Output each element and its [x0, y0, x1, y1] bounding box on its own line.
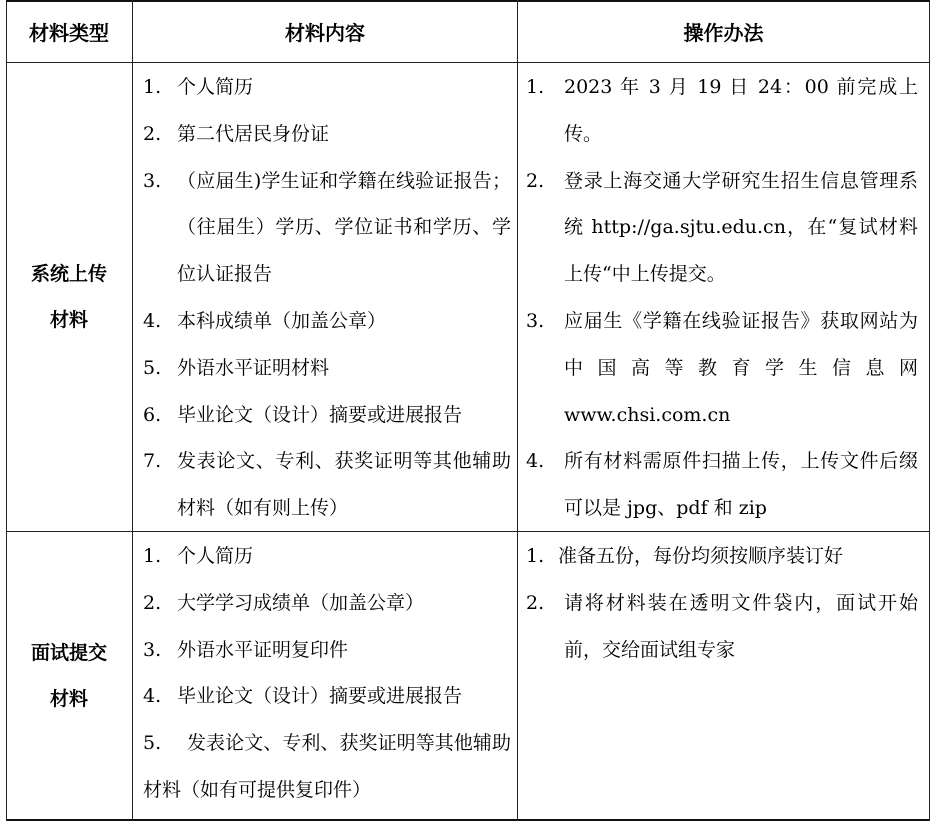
- list-item: [133, 298, 511, 345]
- list-item: [518, 580, 918, 674]
- item-number: 1.: [526, 545, 545, 567]
- item-number: 7.: [143, 450, 162, 473]
- list-item: [133, 580, 511, 627]
- item-number: 1.: [143, 76, 162, 98]
- item-number: 6.: [143, 403, 162, 426]
- item-text: 个人简历: [177, 76, 254, 98]
- section-type-line: 材料: [49, 309, 88, 331]
- item-text: 毕业论文（设计）摘要或进展报告: [177, 685, 463, 708]
- list-item: [133, 64, 511, 111]
- materials-table: [6, 0, 930, 821]
- item-text: （应届生)学生证和学籍在线验证报告；（往届生）学历、学位证书和学历、学位认证报告: [177, 169, 511, 286]
- item-text: 所有材料需原件扫描上传，上传文件后缀可以是 jpg、pdf 和 zip: [564, 450, 918, 520]
- section-type-upload: [6, 63, 132, 531]
- item-number: 2.: [143, 591, 162, 614]
- item-number: 2.: [143, 122, 162, 145]
- list-item: [133, 111, 511, 158]
- item-number: 4.: [526, 450, 545, 473]
- interview-content-list: [133, 533, 511, 814]
- item-text: 外语水平证明材料: [177, 356, 330, 379]
- item-number: 1.: [143, 545, 162, 567]
- item-text: 应届生《学籍在线验证报告》获取网站为中国高等教育学生信息网 www.chsi.com.cn: [564, 309, 918, 426]
- item-text: 个人简历: [177, 545, 254, 567]
- item-text: 请将材料装在透明文件袋内，面试开始前，交给面试组专家: [564, 591, 918, 661]
- item-text: 第二代居民身份证: [177, 122, 330, 145]
- section-type-interview: [6, 532, 132, 819]
- list-item: [133, 720, 511, 814]
- section-type-line: 系统上传: [30, 263, 107, 285]
- item-number: 3.: [143, 638, 162, 661]
- upload-method-list: [518, 64, 918, 532]
- item-number: 3.: [143, 169, 162, 192]
- list-item: [133, 345, 511, 392]
- item-text: 本科成绩单（加盖公章）: [177, 309, 387, 332]
- list-item: [133, 438, 511, 532]
- item-number: 1.: [526, 76, 545, 98]
- item-text: 登录上海交通大学研究生招生信息管理系统 http://ga.sjtu.edu.cn，在“复试材料上传“中上传提交。: [564, 169, 918, 286]
- list-item: [133, 392, 511, 439]
- item-text: 外语水平证明复印件: [177, 638, 349, 661]
- item-text: 2023 年 3 月 19 日 24：00 前完成上传。: [564, 76, 918, 145]
- section-type-line: 材料: [49, 687, 88, 710]
- header-divider: [6, 62, 930, 63]
- item-text: 毕业论文（设计）摘要或进展报告: [177, 403, 463, 426]
- item-number: 4.: [143, 685, 162, 708]
- item-text: 准备五份，每份均须按顺序装订好: [558, 545, 844, 567]
- list-item: [133, 158, 511, 298]
- item-number: 4.: [143, 309, 162, 332]
- list-item: [133, 673, 511, 720]
- list-item: [133, 627, 511, 674]
- list-item: [518, 438, 918, 532]
- right-border: [929, 0, 930, 821]
- list-item: [518, 158, 918, 298]
- item-number: 5.: [143, 732, 162, 755]
- section-type-line: 面试提交: [30, 641, 107, 664]
- item-number: 5.: [143, 356, 162, 379]
- interview-method-list: [518, 533, 918, 673]
- header-operation-method: 操作办法: [683, 20, 764, 45]
- table-bottom-border: [6, 819, 930, 821]
- list-item: [518, 298, 918, 438]
- list-item: [518, 64, 918, 158]
- item-number: 3.: [526, 309, 545, 332]
- item-number: 2.: [526, 169, 545, 192]
- item-text: 大学学习成绩单（加盖公章）: [177, 591, 425, 614]
- header-material-type: 材料类型: [29, 20, 109, 45]
- item-number: 2.: [526, 591, 545, 614]
- item-text: 发表论文、专利、获奖证明等其他辅助材料（如有则上传）: [177, 450, 511, 520]
- list-item: [518, 533, 918, 580]
- list-item: [133, 533, 511, 580]
- item-text: 发表论文、专利、获奖证明等其他辅助材料（如有可提供复印件）: [143, 732, 511, 801]
- header-material-content: 材料内容: [285, 20, 365, 45]
- upload-content-list: [133, 64, 511, 532]
